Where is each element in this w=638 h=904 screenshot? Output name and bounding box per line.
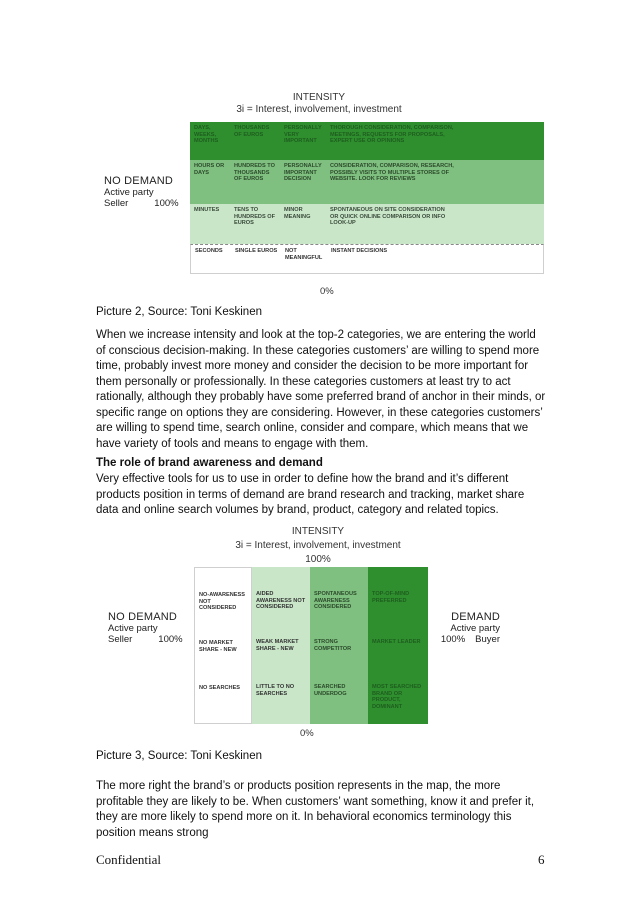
figure2-zero-label: 0% bbox=[300, 728, 314, 739]
search-cell: SEARCHED UNDERDOG bbox=[314, 684, 347, 697]
search-cell: NO SEARCHES bbox=[199, 685, 241, 691]
importance-cell: MINOR MEANING bbox=[284, 207, 311, 220]
money-cell: SINGLE EUROS bbox=[235, 248, 278, 254]
footer-confidential: Confidential bbox=[96, 852, 161, 867]
demand-label: DEMAND bbox=[451, 611, 500, 623]
awareness-cell: NO-AWARENESS NOT CONSIDERED bbox=[199, 592, 245, 612]
intensity-row bbox=[190, 244, 544, 274]
active-party-label: Active party bbox=[104, 187, 154, 198]
intensity-figure-1 bbox=[104, 88, 534, 300]
intensity-row bbox=[190, 122, 544, 160]
section-heading: The role of brand awareness and demand bbox=[96, 457, 323, 469]
seller-label: Seller bbox=[108, 634, 133, 645]
figure1-left-label bbox=[104, 176, 179, 209]
importance-cell: PERSONALLY VERY IMPORTANT bbox=[284, 125, 322, 145]
search-cell: MOST SEARCHED BRAND OR PRODUCT, DOMINANT bbox=[372, 684, 422, 710]
awareness-column bbox=[368, 567, 428, 724]
time-cell: MINUTES bbox=[194, 207, 220, 213]
paragraph-tools: Very effective tools for us to use in order to define how the brand and it’s different products position in terms of demand are brand research and tracking, market share data and online search volumes by brand, product, category and related topics. bbox=[96, 473, 525, 516]
intensity-row bbox=[190, 204, 544, 244]
time-cell: SECONDS bbox=[195, 248, 223, 254]
figure2-left-label bbox=[108, 612, 183, 645]
behavior-cell: THOROUGH CONSIDERATION, COMPARISON, MEETINGS, REQUESTS FOR PROPOSALS, EXPERT USE OR OPINIONS bbox=[330, 125, 454, 145]
active-party-label: Active party bbox=[108, 623, 158, 634]
figure1-title: INTENSITY bbox=[292, 92, 346, 103]
behavior-cell: SPONTANEOUS ON SITE CONSIDERATION OR QUICK ONLINE COMPARISON OR INFO LOOK-UP bbox=[330, 207, 446, 227]
behavior-cell: CONSIDERATION, COMPARISON, RESEARCH, POSSIBLY VISITS TO MULTIPLE STORES OF WEBSITE. LOOK FOR REVIEWS bbox=[330, 163, 454, 183]
behavior-cell: INSTANT DECISIONS bbox=[331, 248, 388, 254]
paragraph-intensity: When we increase intensity and look at the top-2 categories, we are entering the world of conscious decision-making. In these categories customers’ are willing to spend more time, probably invest more money and consider the decision to be more important for them personally or professionally. In these categories customers at least try to act rationally, although they probably have some preferred brand of anchor in their minds, or specific range on options they are considering. However, in these categories customers’ are willing to spend time, search online, consider and compare, which means that we have variety of tools and means to engage with them. bbox=[96, 329, 546, 450]
awareness-grid bbox=[194, 567, 428, 724]
market-share-cell: MARKET LEADER bbox=[372, 639, 421, 645]
awareness-column bbox=[310, 567, 368, 724]
paragraph-position: The more right the brand’s or products position represents in the map, the more profitable they are likely to be. When customers’ want something, know it and prefer it, they are more likely to spend more on it. In behavioral economics terminology this position means strong bbox=[96, 780, 535, 839]
left-pct-label: 100% bbox=[158, 634, 183, 645]
figure2-subtitle: 3i = Interest, involvement, investment bbox=[235, 540, 401, 551]
awareness-cell: AIDED AWARENESS NOT CONSIDERED bbox=[256, 591, 306, 611]
time-cell: HOURS OR DAYS bbox=[194, 163, 225, 176]
market-share-cell: STRONG COMPETITOR bbox=[314, 639, 352, 652]
search-cell: LITTLE TO NO SEARCHES bbox=[256, 684, 295, 697]
footer-page-number: 6 bbox=[538, 852, 545, 867]
figure2-right-label bbox=[432, 612, 500, 645]
active-party-label: Active party bbox=[450, 623, 500, 634]
right-pct-label: 100% bbox=[440, 634, 466, 645]
intensity-figure-2 bbox=[108, 524, 528, 742]
money-cell: THOUSANDS OF EUROS bbox=[234, 125, 270, 138]
time-cell: DAYS, WEEKS, MONTHS bbox=[194, 125, 219, 145]
left-pct-label: 100% bbox=[154, 198, 179, 209]
caption-picture-2: Picture 2, Source: Toni Keskinen bbox=[96, 306, 262, 318]
figure2-title: INTENSITY bbox=[291, 526, 345, 537]
caption-picture-3: Picture 3, Source: Toni Keskinen bbox=[96, 750, 262, 762]
awareness-cell: TOP-OF-MIND PREFERRED bbox=[372, 591, 410, 604]
buyer-label: Buyer bbox=[475, 634, 500, 645]
importance-cell: NOT MEANINGFUL bbox=[285, 248, 323, 261]
seller-label: Seller bbox=[104, 198, 129, 209]
market-share-cell: NO MARKET SHARE - NEW bbox=[199, 640, 237, 653]
intensity-row bbox=[190, 160, 544, 204]
figure1-subtitle: 3i = Interest, involvement, investment bbox=[236, 104, 402, 115]
awareness-column bbox=[194, 567, 252, 724]
no-demand-label: NO DEMAND bbox=[108, 611, 178, 623]
market-share-cell: WEAK MARKET SHARE - NEW bbox=[256, 639, 299, 652]
figure1-zero-label: 0% bbox=[320, 286, 334, 297]
figure2-top-pct: 100% bbox=[305, 554, 331, 565]
money-cell: HUNDREDS TO THOUSANDS OF EUROS bbox=[234, 163, 275, 183]
awareness-column bbox=[252, 567, 310, 724]
no-demand-label: NO DEMAND bbox=[104, 175, 174, 187]
money-cell: TENS TO HUNDREDS OF EUROS bbox=[234, 207, 276, 227]
awareness-cell: SPONTANEOUS AWARENESS CONSIDERED bbox=[314, 591, 357, 611]
importance-cell: PERSONALLY IMPORTANT DECISION bbox=[284, 163, 322, 183]
